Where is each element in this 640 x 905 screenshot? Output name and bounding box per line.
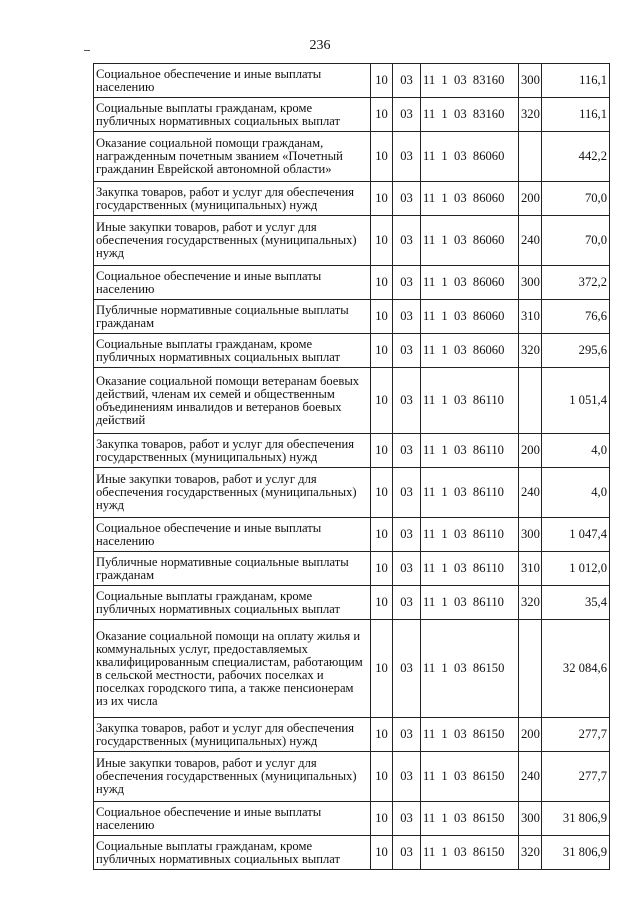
table-row	[94, 216, 610, 266]
target-article-code: 11 1 03 86110	[421, 468, 519, 518]
section-code: 10	[371, 620, 393, 718]
subsection-code: 03	[393, 752, 421, 802]
subsection-code: 03	[393, 300, 421, 334]
table-row	[94, 182, 610, 216]
section-code: 10	[371, 586, 393, 620]
amount: 277,7	[542, 752, 610, 802]
expense-type-code: 320	[519, 836, 542, 870]
amount: 4,0	[542, 434, 610, 468]
expense-type-code: 310	[519, 552, 542, 586]
row-name: Социальные выплаты гражданам, кроме публичных нормативных социальных выплат	[94, 98, 371, 132]
table-row	[94, 836, 610, 870]
subsection-code: 03	[393, 552, 421, 586]
table-row	[94, 802, 610, 836]
expense-type-code: 200	[519, 434, 542, 468]
amount: 372,2	[542, 266, 610, 300]
section-code: 10	[371, 132, 393, 182]
expense-type-code	[519, 368, 542, 434]
amount: 116,1	[542, 64, 610, 98]
section-code: 10	[371, 552, 393, 586]
section-code: 10	[371, 64, 393, 98]
subsection-code: 03	[393, 216, 421, 266]
subsection-code: 03	[393, 836, 421, 870]
section-code: 10	[371, 182, 393, 216]
table-row	[94, 552, 610, 586]
target-article-code: 11 1 03 86110	[421, 586, 519, 620]
row-name: Оказание социальной помощи ветеранам боевых действий, членам их семей и общественным объединениям инвалидов и ветеранов боевых действий	[94, 368, 371, 434]
expense-type-code: 300	[519, 802, 542, 836]
table-row	[94, 620, 610, 718]
expense-type-code: 300	[519, 64, 542, 98]
subsection-code: 03	[393, 266, 421, 300]
row-name: Социальное обеспечение и иные выплаты населению	[94, 518, 371, 552]
target-article-code: 11 1 03 86060	[421, 216, 519, 266]
table-row	[94, 266, 610, 300]
expense-type-code: 240	[519, 752, 542, 802]
subsection-code: 03	[393, 182, 421, 216]
expense-type-code: 320	[519, 334, 542, 368]
amount: 32 084,6	[542, 620, 610, 718]
subsection-code: 03	[393, 64, 421, 98]
section-code: 10	[371, 802, 393, 836]
subsection-code: 03	[393, 132, 421, 182]
row-name: Закупка товаров, работ и услуг для обеспечения государственных (муниципальных) нужд	[94, 718, 371, 752]
amount: 31 806,9	[542, 836, 610, 870]
table-row	[94, 132, 610, 182]
expense-type-code: 200	[519, 182, 542, 216]
row-name: Публичные нормативные социальные выплаты гражданам	[94, 300, 371, 334]
section-code: 10	[371, 434, 393, 468]
expense-type-code: 240	[519, 468, 542, 518]
target-article-code: 11 1 03 86110	[421, 434, 519, 468]
target-article-code: 11 1 03 86110	[421, 552, 519, 586]
target-article-code: 11 1 03 86110	[421, 368, 519, 434]
target-article-code: 11 1 03 86060	[421, 266, 519, 300]
row-name: Социальное обеспечение и иные выплаты населению	[94, 266, 371, 300]
row-name: Оказание социальной помощи гражданам, награжденным почетным званием «Почетный гражданин Еврейской автономной области»	[94, 132, 371, 182]
margin-mark	[84, 50, 90, 51]
expense-type-code: 300	[519, 266, 542, 300]
page-number: 236	[309, 38, 331, 53]
table-row	[94, 334, 610, 368]
amount: 31 806,9	[542, 802, 610, 836]
subsection-code: 03	[393, 468, 421, 518]
expense-type-code	[519, 132, 542, 182]
target-article-code: 11 1 03 86150	[421, 752, 519, 802]
expense-type-code: 320	[519, 98, 542, 132]
subsection-code: 03	[393, 620, 421, 718]
subsection-code: 03	[393, 368, 421, 434]
table-row	[94, 718, 610, 752]
row-name: Социальное обеспечение и иные выплаты населению	[94, 64, 371, 98]
row-name: Иные закупки товаров, работ и услуг для обеспечения государственных (муниципальных) нужд	[94, 216, 371, 266]
target-article-code: 11 1 03 86060	[421, 334, 519, 368]
section-code: 10	[371, 518, 393, 552]
amount: 295,6	[542, 334, 610, 368]
row-name: Иные закупки товаров, работ и услуг для обеспечения государственных (муниципальных) нужд	[94, 468, 371, 518]
target-article-code: 11 1 03 83160	[421, 64, 519, 98]
table-row	[94, 586, 610, 620]
section-code: 10	[371, 216, 393, 266]
amount: 1 047,4	[542, 518, 610, 552]
table-row	[94, 98, 610, 132]
subsection-code: 03	[393, 334, 421, 368]
target-article-code: 11 1 03 86150	[421, 718, 519, 752]
amount: 70,0	[542, 182, 610, 216]
amount: 1 012,0	[542, 552, 610, 586]
expense-type-code	[519, 620, 542, 718]
amount: 70,0	[542, 216, 610, 266]
row-name: Социальные выплаты гражданам, кроме публичных нормативных социальных выплат	[94, 836, 371, 870]
subsection-code: 03	[393, 98, 421, 132]
target-article-code: 11 1 03 86150	[421, 836, 519, 870]
target-article-code: 11 1 03 83160	[421, 98, 519, 132]
amount: 116,1	[542, 98, 610, 132]
expense-type-code: 310	[519, 300, 542, 334]
target-article-code: 11 1 03 86060	[421, 182, 519, 216]
subsection-code: 03	[393, 586, 421, 620]
target-article-code: 11 1 03 86060	[421, 300, 519, 334]
table-row	[94, 518, 610, 552]
amount: 1 051,4	[542, 368, 610, 434]
expense-type-code: 300	[519, 518, 542, 552]
section-code: 10	[371, 718, 393, 752]
section-code: 10	[371, 98, 393, 132]
section-code: 10	[371, 334, 393, 368]
row-name: Социальные выплаты гражданам, кроме публичных нормативных социальных выплат	[94, 586, 371, 620]
target-article-code: 11 1 03 86110	[421, 518, 519, 552]
table-row	[94, 468, 610, 518]
row-name: Оказание социальной помощи на оплату жилья и коммунальных услуг, предоставляемых квалифицированным специалистам, работающим в сельской местности, рабочих поселках и поселках городского типа, а также пенсионерам из их числа	[94, 620, 371, 718]
target-article-code: 11 1 03 86060	[421, 132, 519, 182]
target-article-code: 11 1 03 86150	[421, 802, 519, 836]
row-name: Социальные выплаты гражданам, кроме публичных нормативных социальных выплат	[94, 334, 371, 368]
table-row	[94, 752, 610, 802]
expense-type-code: 200	[519, 718, 542, 752]
row-name: Иные закупки товаров, работ и услуг для обеспечения государственных (муниципальных) нужд	[94, 752, 371, 802]
subsection-code: 03	[393, 434, 421, 468]
amount: 442,2	[542, 132, 610, 182]
expense-type-code: 320	[519, 586, 542, 620]
table-row	[94, 368, 610, 434]
section-code: 10	[371, 752, 393, 802]
row-name: Социальное обеспечение и иные выплаты населению	[94, 802, 371, 836]
row-name: Закупка товаров, работ и услуг для обеспечения государственных (муниципальных) нужд	[94, 434, 371, 468]
expense-type-code: 240	[519, 216, 542, 266]
amount: 277,7	[542, 718, 610, 752]
target-article-code: 11 1 03 86150	[421, 620, 519, 718]
table-body	[94, 64, 610, 870]
amount: 35,4	[542, 586, 610, 620]
subsection-code: 03	[393, 802, 421, 836]
subsection-code: 03	[393, 718, 421, 752]
budget-table	[93, 63, 610, 870]
table-row	[94, 434, 610, 468]
section-code: 10	[371, 836, 393, 870]
section-code: 10	[371, 468, 393, 518]
section-code: 10	[371, 368, 393, 434]
row-name: Публичные нормативные социальные выплаты гражданам	[94, 552, 371, 586]
table-row	[94, 64, 610, 98]
row-name: Закупка товаров, работ и услуг для обеспечения государственных (муниципальных) нужд	[94, 182, 371, 216]
amount: 4,0	[542, 468, 610, 518]
subsection-code: 03	[393, 518, 421, 552]
amount: 76,6	[542, 300, 610, 334]
section-code: 10	[371, 266, 393, 300]
section-code: 10	[371, 300, 393, 334]
table-row	[94, 300, 610, 334]
